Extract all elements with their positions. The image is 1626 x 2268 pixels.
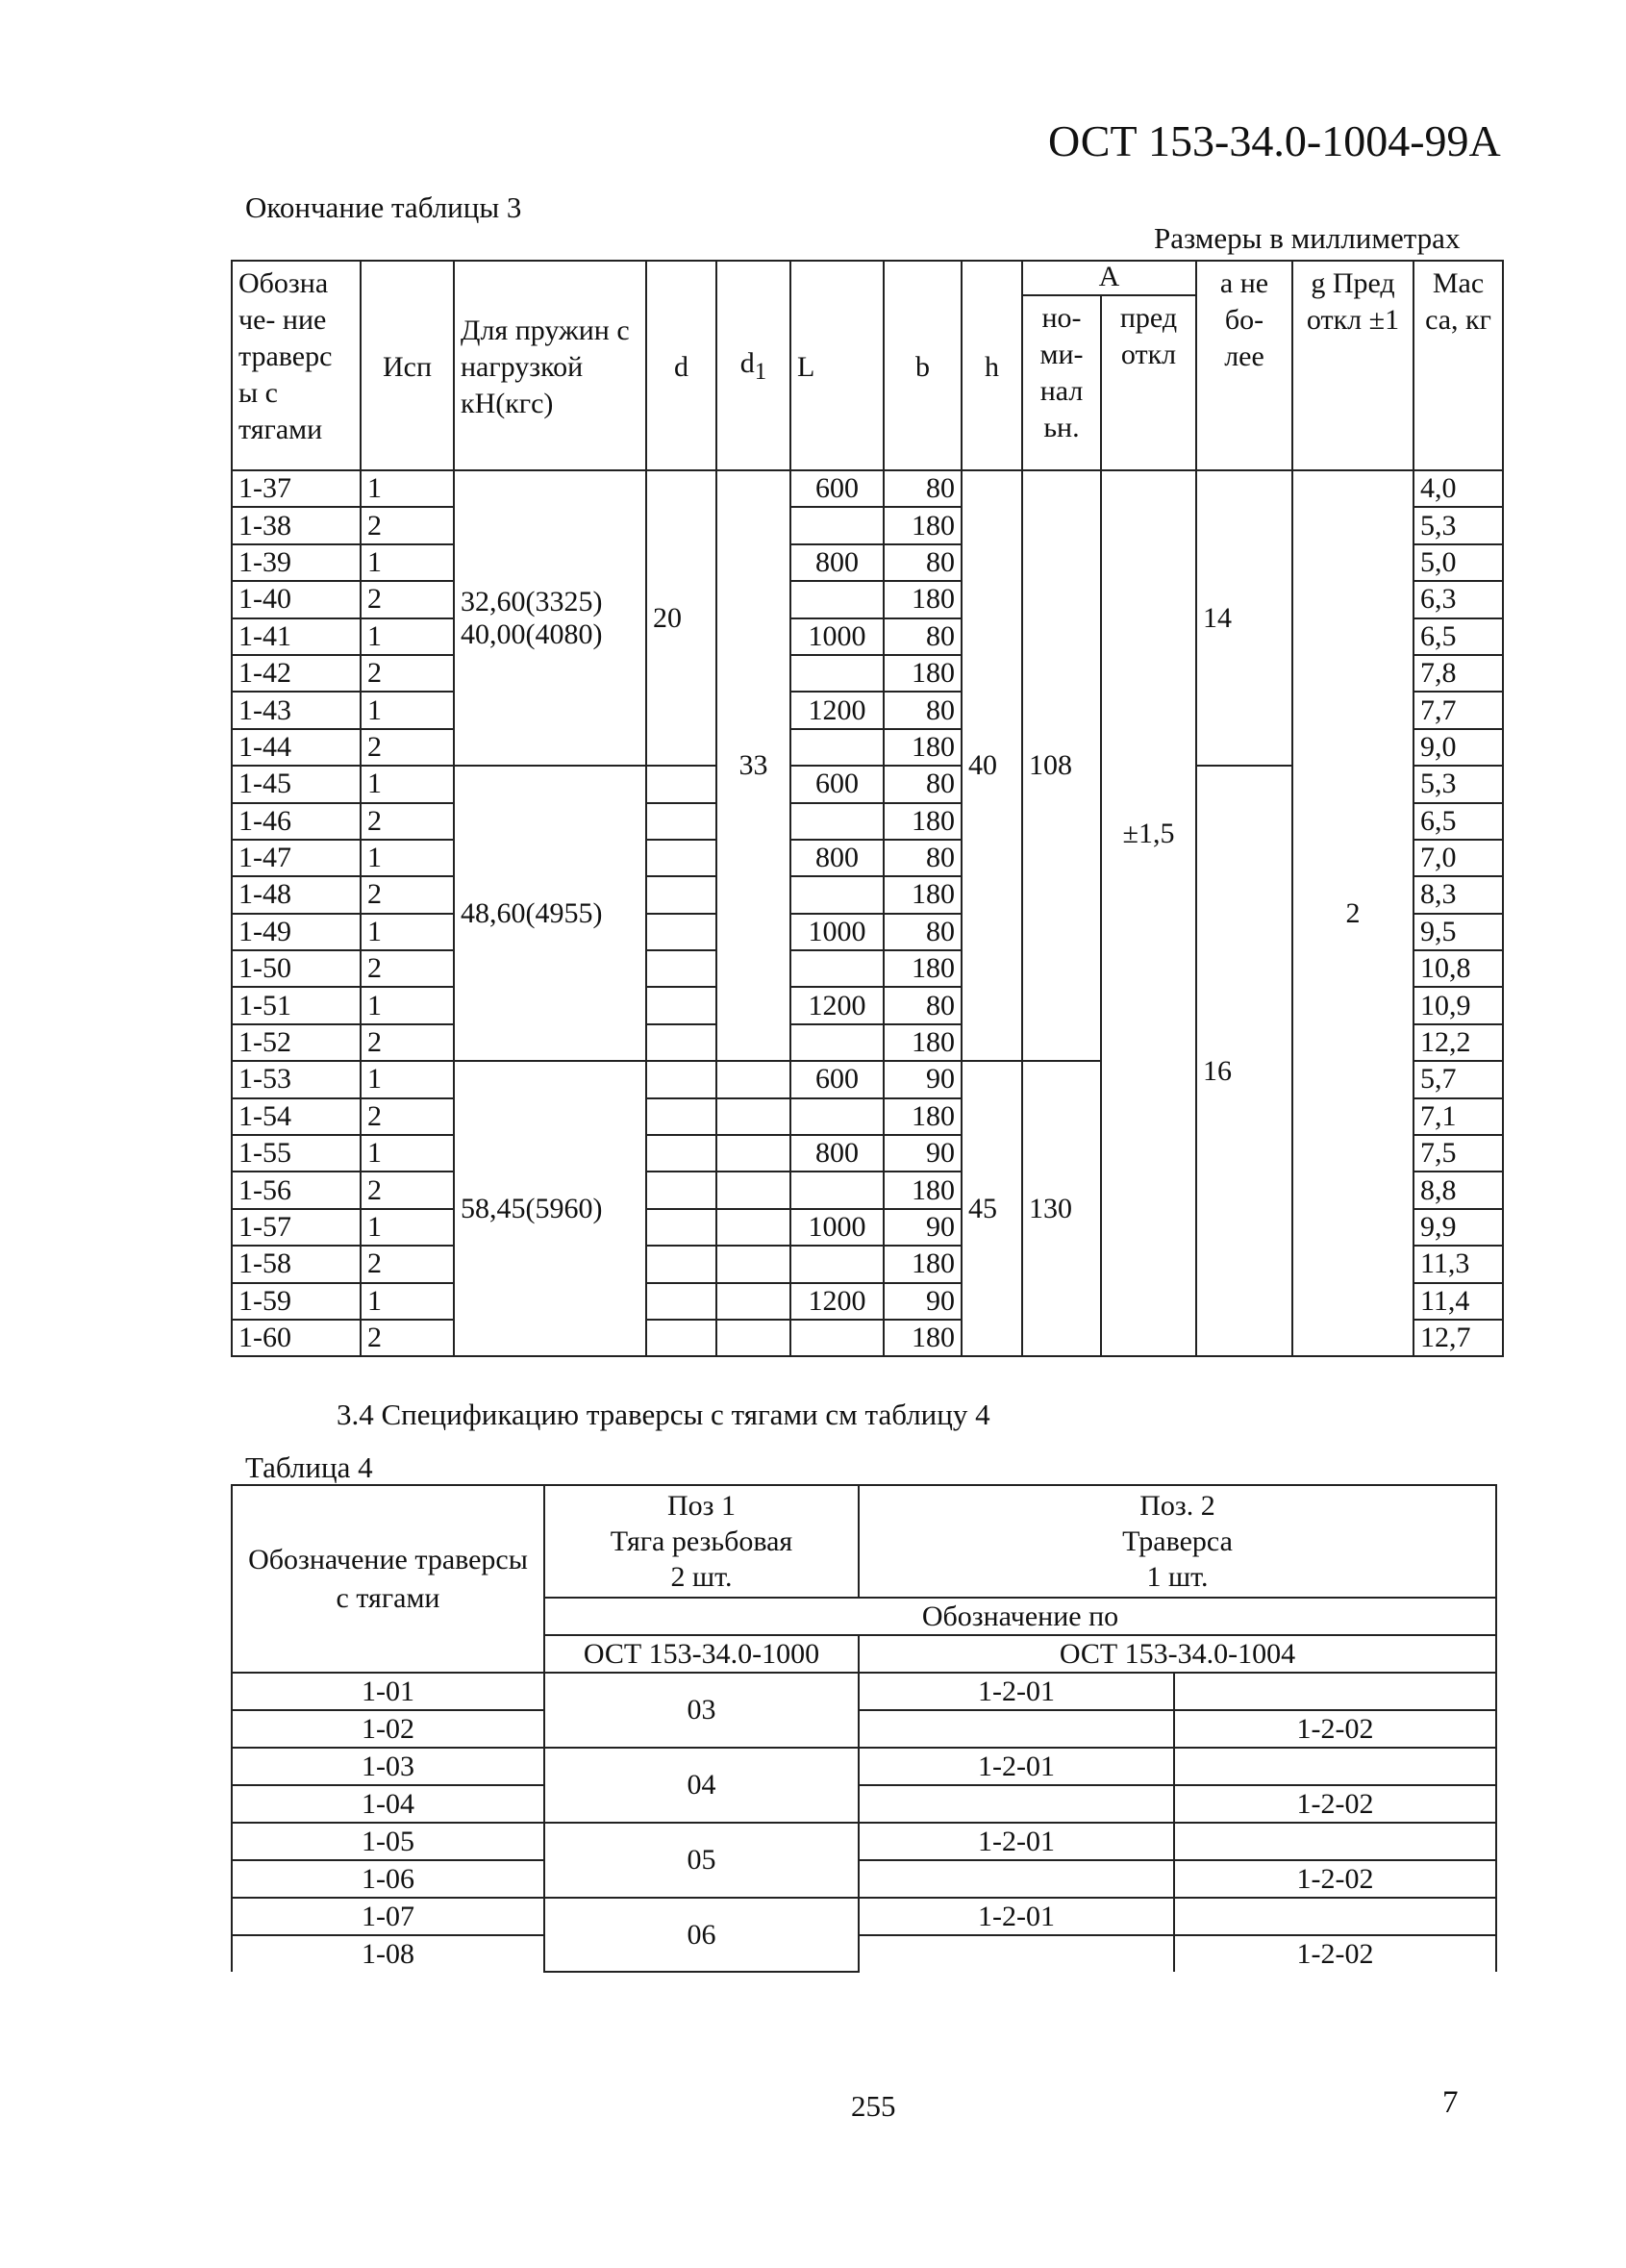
isp-cell: 1	[361, 766, 454, 802]
t4-traverse-isp2-cell	[1174, 1823, 1496, 1860]
d-cell-empty	[646, 1209, 716, 1246]
b-cell: 180	[884, 1246, 962, 1282]
t4-designation-cell: 1-07	[232, 1898, 544, 1935]
b-cell: 180	[884, 876, 962, 913]
designation-cell: 1-47	[232, 840, 361, 876]
L-cell: 1200	[790, 692, 884, 728]
L-cell	[790, 729, 884, 766]
g-cell: 2	[1292, 470, 1413, 1356]
header-g: g Пред откл ±1	[1292, 261, 1413, 470]
b-cell: 80	[884, 766, 962, 802]
mass-cell: 7,8	[1413, 655, 1503, 692]
designation-cell: 1-52	[232, 1024, 361, 1061]
isp-cell: 1	[361, 692, 454, 728]
t4-traverse-isp2-cell: 1-2-02	[1174, 1860, 1496, 1898]
L-cell	[790, 876, 884, 913]
mass-cell: 8,8	[1413, 1172, 1503, 1208]
spring-load-line-2: 40,00(4080)	[461, 617, 603, 650]
d-cell-empty	[646, 1135, 716, 1172]
b-cell: 180	[884, 1320, 962, 1356]
designation-cell: 1-46	[232, 803, 361, 840]
isp-cell: 2	[361, 1246, 454, 1282]
t4-designation-cell: 1-01	[232, 1673, 544, 1710]
L-cell: 1000	[790, 914, 884, 950]
isp-cell: 1	[361, 1061, 454, 1097]
mass-cell: 9,9	[1413, 1209, 1503, 1246]
L-cell: 1000	[790, 1209, 884, 1246]
mass-cell: 6,5	[1413, 803, 1503, 840]
b-cell: 80	[884, 618, 962, 655]
header-a: a не бо- лее	[1196, 261, 1292, 470]
t4-traverse-isp1-cell: 1-2-01	[859, 1748, 1174, 1785]
t4-pos2-name: Траверса	[1122, 1525, 1233, 1557]
t4-pos1-qty: 2 шт.	[670, 1561, 733, 1593]
header-h: h	[962, 261, 1022, 470]
designation-cell: 1-39	[232, 544, 361, 581]
A-nominal-cell-group-3: 130	[1022, 1061, 1101, 1356]
mass-cell: 10,9	[1413, 987, 1503, 1023]
table-row	[232, 470, 1503, 507]
L-cell	[790, 1172, 884, 1208]
designation-cell: 1-56	[232, 1172, 361, 1208]
mass-cell: 9,0	[1413, 729, 1503, 766]
mass-cell: 10,8	[1413, 950, 1503, 987]
L-cell	[790, 803, 884, 840]
table-row	[232, 1823, 1496, 1860]
b-cell: 180	[884, 581, 962, 617]
mass-cell: 11,4	[1413, 1283, 1503, 1320]
t4-traverse-isp1-cell: 1-2-01	[859, 1898, 1174, 1935]
d-cell-empty	[646, 1024, 716, 1061]
mass-cell: 12,2	[1413, 1024, 1503, 1061]
table-row	[232, 1673, 1496, 1710]
t4-designation-cell: 1-05	[232, 1823, 544, 1860]
t4-designation-cell: 1-04	[232, 1785, 544, 1823]
mass-cell: 4,0	[1413, 470, 1503, 507]
L-cell: 1000	[790, 618, 884, 655]
mass-cell: 5,0	[1413, 544, 1503, 581]
spring-load-cell-group-3: 58,45(5960)	[454, 1061, 646, 1356]
isp-cell: 2	[361, 950, 454, 987]
b-cell: 80	[884, 914, 962, 950]
header-designation: Обозна че- ние траверс ы с тягами	[232, 261, 361, 470]
designation-cell: 1-54	[232, 1098, 361, 1135]
L-cell: 800	[790, 840, 884, 876]
d-cell-empty	[646, 766, 716, 802]
L-cell: 600	[790, 1061, 884, 1097]
d-cell-empty	[646, 914, 716, 950]
page-number: 255	[851, 2089, 896, 2123]
h-cell-group-3: 45	[962, 1061, 1022, 1356]
header-d1-symbol: d	[739, 346, 755, 379]
L-cell	[790, 1024, 884, 1061]
designation-cell: 1-50	[232, 950, 361, 987]
header-mass: Мас са, кг	[1413, 261, 1503, 470]
isp-cell: 1	[361, 1135, 454, 1172]
t4-designation-cell: 1-03	[232, 1748, 544, 1785]
mass-cell: 7,7	[1413, 692, 1503, 728]
d1-cell-empty	[716, 1061, 790, 1097]
isp-cell: 2	[361, 1320, 454, 1356]
table3-header-row	[232, 261, 1503, 295]
mass-cell: 7,0	[1413, 840, 1503, 876]
header-A-tolerance: пред откл	[1101, 295, 1196, 470]
t4-ost-1000: ОСТ 153-34.0-1000	[544, 1635, 859, 1673]
isp-cell: 2	[361, 507, 454, 543]
L-cell	[790, 950, 884, 987]
designation-cell: 1-51	[232, 987, 361, 1023]
t4-pos1-cell: 03	[544, 1673, 859, 1748]
d1-cell-empty	[716, 1098, 790, 1135]
isp-cell: 1	[361, 987, 454, 1023]
b-cell: 180	[884, 950, 962, 987]
L-cell: 800	[790, 1135, 884, 1172]
isp-cell: 1	[361, 840, 454, 876]
designation-cell: 1-48	[232, 876, 361, 913]
table-4-caption: Таблица 4	[245, 1450, 373, 1484]
header-A: A	[1022, 261, 1196, 295]
header-d: d	[646, 261, 716, 470]
isp-cell: 1	[361, 1283, 454, 1320]
b-cell: 90	[884, 1283, 962, 1320]
paragraph-3-4: 3.4 Спецификацию траверсы с тягами см таблицу 4	[337, 1398, 990, 1431]
L-cell	[790, 1320, 884, 1356]
t4-traverse-isp2-cell: 1-2-02	[1174, 1710, 1496, 1748]
b-cell: 90	[884, 1135, 962, 1172]
b-cell: 80	[884, 840, 962, 876]
isp-cell: 2	[361, 729, 454, 766]
t4-traverse-isp1-cell	[859, 1860, 1174, 1898]
b-cell: 80	[884, 987, 962, 1023]
designation-cell: 1-55	[232, 1135, 361, 1172]
designation-cell: 1-41	[232, 618, 361, 655]
b-cell: 180	[884, 1024, 962, 1061]
t4-header-pos2	[859, 1485, 1496, 1598]
b-cell: 180	[884, 655, 962, 692]
t4-traverse-isp1-cell	[859, 1785, 1174, 1823]
b-cell: 180	[884, 729, 962, 766]
d-cell-empty	[646, 840, 716, 876]
table-row	[232, 1710, 1496, 1748]
L-cell	[790, 507, 884, 543]
document-code: ОСТ 153-34.0-1004-99А	[1048, 116, 1501, 165]
header-isp: Исп	[361, 261, 454, 470]
L-cell	[790, 581, 884, 617]
table-3	[231, 260, 1504, 1357]
a-cell-group-1: 14	[1196, 470, 1292, 766]
L-cell: 1200	[790, 987, 884, 1023]
table-row	[232, 1898, 1496, 1935]
d-cell-empty	[646, 1283, 716, 1320]
t4-traverse-isp2-cell	[1174, 1673, 1496, 1710]
A-nominal-cell-group-1-2: 108	[1022, 470, 1101, 1061]
spring-load-cell-group-1	[454, 470, 646, 766]
mass-cell: 8,3	[1413, 876, 1503, 913]
designation-cell: 1-40	[232, 581, 361, 617]
table-row	[232, 1860, 1496, 1898]
designation-cell: 1-37	[232, 470, 361, 507]
t4-pos1-label: Поз 1	[666, 1490, 736, 1522]
t4-traverse-isp2-cell: 1-2-02	[1174, 1935, 1496, 1972]
t4-traverse-isp1-cell	[859, 1710, 1174, 1748]
isp-cell: 1	[361, 618, 454, 655]
d1-cell-empty	[716, 1135, 790, 1172]
table4-header-row-1	[232, 1485, 1496, 1598]
A-tolerance-cell: ±1,5	[1101, 470, 1196, 1356]
b-cell: 180	[884, 507, 962, 543]
d1-cell-empty	[716, 1320, 790, 1356]
designation-cell: 1-58	[232, 1246, 361, 1282]
table-continuation-title: Окончание таблицы 3	[245, 190, 522, 224]
d1-cell-empty	[716, 1172, 790, 1208]
header-d1-subscript: 1	[754, 358, 767, 385]
d-cell-empty	[646, 803, 716, 840]
b-cell: 180	[884, 803, 962, 840]
header-L: L	[790, 261, 884, 470]
d-cell-empty	[646, 1098, 716, 1135]
b-cell: 90	[884, 1209, 962, 1246]
mass-cell: 6,3	[1413, 581, 1503, 617]
d-cell-empty	[646, 1172, 716, 1208]
spring-load-line-1: 32,60(3325)	[461, 585, 603, 617]
b-cell: 80	[884, 692, 962, 728]
t4-traverse-isp2-cell: 1-2-02	[1174, 1785, 1496, 1823]
isp-cell: 2	[361, 581, 454, 617]
h-cell-group-1-2: 40	[962, 470, 1022, 1061]
isp-cell: 2	[361, 803, 454, 840]
mass-cell: 5,7	[1413, 1061, 1503, 1097]
t4-traverse-isp1-cell: 1-2-01	[859, 1823, 1174, 1860]
isp-cell: 2	[361, 1024, 454, 1061]
d-cell-empty	[646, 1320, 716, 1356]
L-cell: 800	[790, 544, 884, 581]
a-cell-group-2-3: 16	[1196, 766, 1292, 1356]
table-row	[232, 1935, 1496, 1972]
b-cell: 180	[884, 1172, 962, 1208]
sheet-number: 7	[1442, 2085, 1459, 2120]
L-cell	[790, 1098, 884, 1135]
designation-cell: 1-49	[232, 914, 361, 950]
dimensions-note: Размеры в миллиметрах	[1154, 221, 1461, 255]
isp-cell: 2	[361, 876, 454, 913]
b-cell: 80	[884, 544, 962, 581]
t4-designation-cell: 1-02	[232, 1710, 544, 1748]
table-row	[232, 1785, 1496, 1823]
d-cell-empty	[646, 1061, 716, 1097]
designation-cell: 1-42	[232, 655, 361, 692]
isp-cell: 1	[361, 1209, 454, 1246]
t4-traverse-isp2-cell	[1174, 1898, 1496, 1935]
mass-cell: 11,3	[1413, 1246, 1503, 1282]
mass-cell: 5,3	[1413, 766, 1503, 802]
d1-cell-empty	[716, 1209, 790, 1246]
designation-cell: 1-57	[232, 1209, 361, 1246]
d-cell-group-1: 20	[646, 470, 716, 766]
t4-traverse-isp1-cell	[859, 1935, 1174, 1972]
isp-cell: 1	[361, 544, 454, 581]
isp-cell: 2	[361, 1172, 454, 1208]
t4-header-pos1	[544, 1485, 859, 1598]
L-cell	[790, 1246, 884, 1282]
d1-cell-empty	[716, 1246, 790, 1282]
L-cell: 600	[790, 470, 884, 507]
d-cell-empty	[646, 987, 716, 1023]
mass-cell: 7,1	[1413, 1098, 1503, 1135]
spring-load-cell-group-2: 48,60(4955)	[454, 766, 646, 1061]
mass-cell: 12,7	[1413, 1320, 1503, 1356]
t4-pos2-label: Поз. 2	[1139, 1490, 1215, 1522]
designation-cell: 1-45	[232, 766, 361, 802]
t4-designation-by: Обозначение по	[544, 1598, 1496, 1635]
mass-cell: 9,5	[1413, 914, 1503, 950]
d1-cell-empty	[716, 1283, 790, 1320]
t4-traverse-isp2-cell	[1174, 1748, 1496, 1785]
isp-cell: 2	[361, 655, 454, 692]
designation-cell: 1-53	[232, 1061, 361, 1097]
header-springs: Для пружин с нагрузкой кН(кгс)	[454, 261, 646, 470]
t4-pos1-cell: 05	[544, 1823, 859, 1898]
b-cell: 90	[884, 1061, 962, 1097]
designation-cell: 1-44	[232, 729, 361, 766]
table-row	[232, 1748, 1496, 1785]
t4-pos1-name: Тяга резьбовая	[610, 1525, 793, 1557]
L-cell	[790, 655, 884, 692]
t4-designation-cell: 1-06	[232, 1860, 544, 1898]
t4-pos2-qty: 1 шт.	[1146, 1561, 1209, 1593]
d-cell-empty	[646, 876, 716, 913]
isp-cell: 1	[361, 470, 454, 507]
table-4	[231, 1484, 1497, 1973]
header-d1	[716, 261, 790, 470]
designation-cell: 1-43	[232, 692, 361, 728]
mass-cell: 6,5	[1413, 618, 1503, 655]
b-cell: 80	[884, 470, 962, 507]
d-cell-empty	[646, 950, 716, 987]
t4-traverse-isp1-cell: 1-2-01	[859, 1673, 1174, 1710]
L-cell: 1200	[790, 1283, 884, 1320]
header-A-nominal: но- ми- нал ьн.	[1022, 295, 1101, 470]
t4-designation-cell: 1-08	[232, 1935, 544, 1972]
b-cell: 180	[884, 1098, 962, 1135]
designation-cell: 1-60	[232, 1320, 361, 1356]
t4-pos1-cell: 06	[544, 1898, 859, 1972]
mass-cell: 7,5	[1413, 1135, 1503, 1172]
L-cell: 600	[790, 766, 884, 802]
d-cell-empty	[646, 1246, 716, 1282]
designation-cell: 1-59	[232, 1283, 361, 1320]
isp-cell: 2	[361, 1098, 454, 1135]
t4-ost-1004: ОСТ 153-34.0-1004	[859, 1635, 1496, 1673]
d1-cell-group-1-2: 33	[716, 470, 790, 1061]
t4-pos1-cell: 04	[544, 1748, 859, 1823]
isp-cell: 1	[361, 914, 454, 950]
header-b: b	[884, 261, 962, 470]
mass-cell: 5,3	[1413, 507, 1503, 543]
designation-cell: 1-38	[232, 507, 361, 543]
t4-header-designation: Обозначение траверсы с тягами	[232, 1485, 544, 1673]
